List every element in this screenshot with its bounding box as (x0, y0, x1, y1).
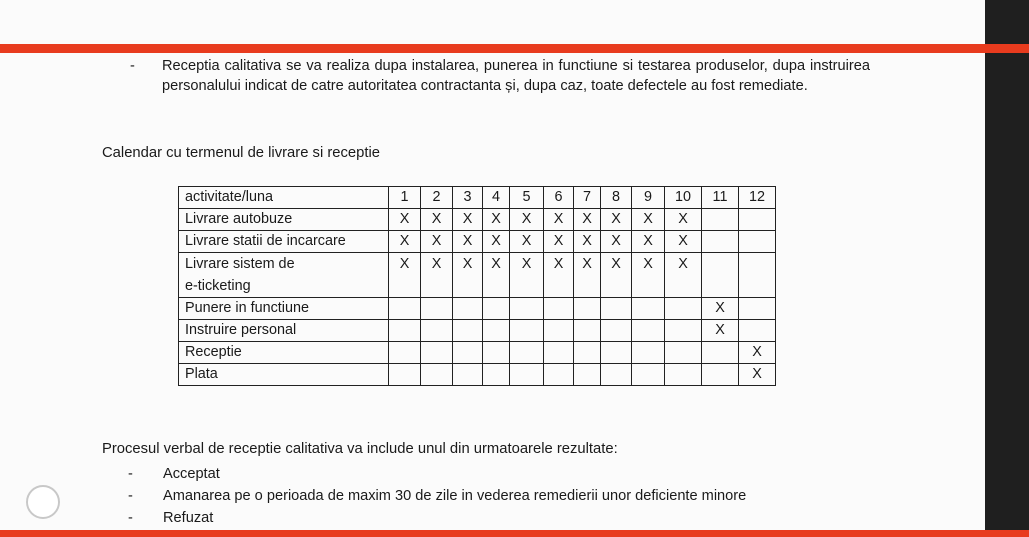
table-cell (453, 364, 483, 386)
table-cell: X (421, 231, 453, 253)
table-row (179, 231, 776, 253)
table-cell (601, 364, 632, 386)
table-cell: X (544, 231, 574, 253)
header-cell: 12 (739, 187, 776, 209)
table-cell (601, 298, 632, 320)
table-cell: X (483, 253, 510, 298)
header-cell: 2 (421, 187, 453, 209)
table-cell (453, 298, 483, 320)
table-cell: X (702, 320, 739, 342)
right-side-bar (985, 0, 1029, 537)
header-cell: 3 (453, 187, 483, 209)
table-cell: X (421, 253, 453, 298)
table-cell (739, 253, 776, 298)
header-cell: 11 (702, 187, 739, 209)
table-row (179, 298, 776, 320)
table-cell (739, 320, 776, 342)
table-cell (739, 231, 776, 253)
results-list (128, 463, 746, 529)
floating-circle-button[interactable] (26, 485, 60, 519)
table-cell (510, 320, 544, 342)
table-cell (665, 298, 702, 320)
calendar-heading: Calendar cu termenul de livrare si receptie (102, 145, 380, 161)
header-cell: 7 (574, 187, 601, 209)
red-divider-bottom (0, 530, 1029, 537)
activity-label: Livrare statii de incarcare (179, 231, 389, 253)
table-cell (544, 298, 574, 320)
table-cell: X (453, 253, 483, 298)
table-cell: X (453, 209, 483, 231)
table-cell: X (510, 253, 544, 298)
table-cell (421, 364, 453, 386)
bullet-dash: - (128, 488, 133, 504)
table-cell (601, 320, 632, 342)
table-cell (510, 342, 544, 364)
table-cell: X (665, 253, 702, 298)
table-cell (702, 209, 739, 231)
table-cell (421, 320, 453, 342)
table-cell (665, 364, 702, 386)
activity-label: Punere in functiune (179, 298, 389, 320)
table-cell (632, 342, 665, 364)
activity-label: Plata (179, 364, 389, 386)
table-cell: X (483, 209, 510, 231)
table-cell: X (665, 231, 702, 253)
list-item (128, 507, 746, 529)
table-cell: X (632, 231, 665, 253)
bullet-dash: - (128, 466, 133, 482)
table-cell: X (739, 342, 776, 364)
table-cell (483, 342, 510, 364)
activity-label (179, 253, 389, 298)
activity-label-line: e-ticketing (185, 278, 251, 294)
table-cell: X (510, 231, 544, 253)
table-cell (421, 298, 453, 320)
table-cell: X (483, 231, 510, 253)
list-item (128, 463, 746, 485)
table-cell (574, 364, 601, 386)
table-cell (702, 253, 739, 298)
table-cell (483, 298, 510, 320)
table-cell (574, 298, 601, 320)
table-cell (632, 320, 665, 342)
table-cell (544, 364, 574, 386)
table-cell: X (574, 209, 601, 231)
header-cell: activitate/luna (179, 187, 389, 209)
bullet-dash: - (130, 58, 135, 74)
table-cell (702, 364, 739, 386)
table-cell: X (421, 209, 453, 231)
table-row (179, 342, 776, 364)
table-cell (702, 342, 739, 364)
table-cell (632, 298, 665, 320)
table-cell: X (702, 298, 739, 320)
table-cell: X (739, 364, 776, 386)
table-cell: X (574, 231, 601, 253)
table-cell (453, 320, 483, 342)
list-item-text: Acceptat (163, 466, 220, 482)
table-cell: X (601, 231, 632, 253)
table-cell (702, 231, 739, 253)
header-cell: 10 (665, 187, 702, 209)
table-cell: X (544, 253, 574, 298)
activity-label: Instruire personal (179, 320, 389, 342)
table-cell (510, 298, 544, 320)
table-cell: X (389, 253, 421, 298)
table-cell (421, 342, 453, 364)
table-cell: X (601, 209, 632, 231)
table-cell: X (601, 253, 632, 298)
table-cell: X (389, 209, 421, 231)
header-cell: 9 (632, 187, 665, 209)
list-item-text: Amanarea pe o perioada de maxim 30 de zile in vederea remedierii unor deficiente minore (163, 488, 747, 504)
header-cell: 6 (544, 187, 574, 209)
table-cell (574, 342, 601, 364)
table-cell: X (632, 209, 665, 231)
list-item-text: Refuzat (163, 510, 214, 526)
table-cell: X (574, 253, 601, 298)
red-divider-top (0, 44, 1029, 53)
table-cell (389, 342, 421, 364)
table-cell (483, 320, 510, 342)
table-row (179, 364, 776, 386)
header-cell: 1 (389, 187, 421, 209)
table-cell (510, 364, 544, 386)
table-cell: X (389, 231, 421, 253)
table-cell (389, 320, 421, 342)
bullet-dash: - (128, 510, 133, 526)
table-header-row (179, 187, 776, 209)
header-cell: 8 (601, 187, 632, 209)
table-cell: X (632, 253, 665, 298)
table-cell: X (544, 209, 574, 231)
activity-label: Receptie (179, 342, 389, 364)
table-cell (739, 298, 776, 320)
table-cell (665, 320, 702, 342)
table-cell (544, 342, 574, 364)
activity-label: Livrare autobuze (179, 209, 389, 231)
table-row (179, 209, 776, 231)
table-cell (739, 209, 776, 231)
list-item (128, 485, 746, 507)
delivery-calendar-table (178, 186, 776, 386)
table-row (179, 320, 776, 342)
table-cell (389, 298, 421, 320)
activity-label-line: Livrare sistem de (185, 256, 295, 272)
table-cell (389, 364, 421, 386)
table-cell (632, 364, 665, 386)
table-cell (453, 342, 483, 364)
table-cell (574, 320, 601, 342)
table-cell (665, 342, 702, 364)
table-cell: X (510, 209, 544, 231)
process-verbal-text: Procesul verbal de receptie calitativa va include unul din urmatoarele rezultate: (102, 441, 618, 457)
reception-paragraph (130, 56, 870, 96)
table-cell (483, 364, 510, 386)
table-cell: X (453, 231, 483, 253)
table-cell: X (665, 209, 702, 231)
header-cell: 5 (510, 187, 544, 209)
table-row (179, 253, 776, 298)
header-cell: 4 (483, 187, 510, 209)
table-cell (601, 342, 632, 364)
table-cell (544, 320, 574, 342)
paragraph-text: Receptia calitativa se va realiza dupa instalarea, punerea in functiune si testarea produselor, dupa instruirea personalului indicat de catre autoritatea contractanta și, dupa caz, toate defectele au fost remediate. (162, 58, 870, 94)
